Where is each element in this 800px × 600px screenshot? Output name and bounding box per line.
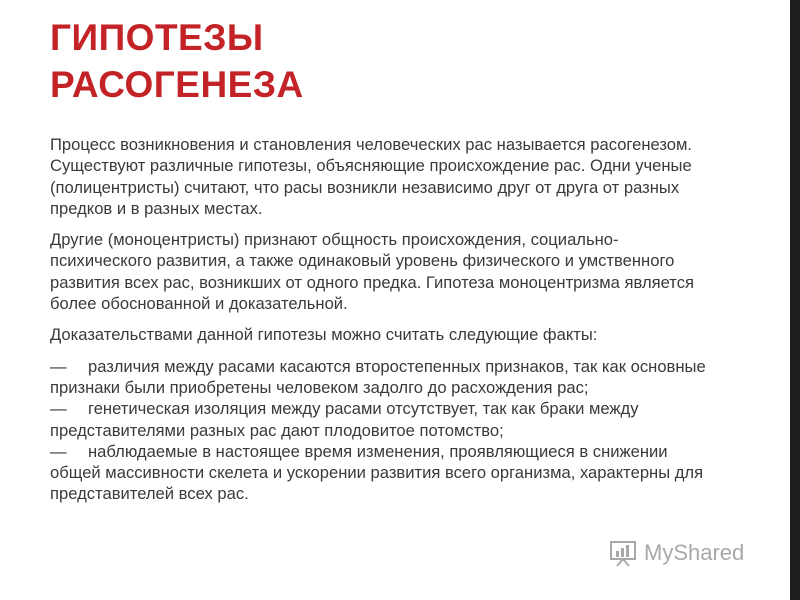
list-item-text: наблюдаемые в настоящее время изменения, проявляющиеся в снижении общей массивности скелета и ускорении развития всего организма, характерны для представителей всех рас. — [50, 441, 704, 504]
paragraph-evidence-lead: Доказательствами данной гипотезы можно считать следующие факты: — [50, 325, 598, 345]
title-line-2: РАСОГЕНЕЗА — [50, 64, 304, 105]
watermark-text: MyShared — [644, 540, 745, 565]
paragraph-monocentrism: Другие (моноцентристы) признают общность происхождения, социально-психического развития, а также одинаковый уровень физического и умственного развития всех рас, возникших от одного предка. Гипотеза моноцентризма является более обоснованной и доказательной. — [50, 230, 694, 314]
evidence-list — [50, 356, 710, 505]
presentation-board-icon — [608, 538, 638, 568]
title-line-1: ГИПОТЕЗЫ — [50, 17, 264, 58]
list-item-text: генетическая изоляция между расами отсутствует, так как браки между представителями разных рас дают плодовитое потомство; — [50, 399, 639, 440]
dash-marker: — — [50, 356, 67, 376]
list-item — [50, 441, 710, 505]
list-item — [50, 356, 710, 399]
slide-body — [50, 134, 710, 505]
dash-marker: — — [50, 399, 67, 419]
slide-title — [50, 14, 730, 108]
dash-marker: — — [50, 441, 67, 461]
right-edge-bar — [790, 0, 800, 600]
list-item — [50, 398, 710, 441]
watermark — [608, 536, 744, 570]
list-item-text: различия между расами касаются второстепенных признаков, так как основные признаки были приобретены человеком задолго до расхождения рас; — [50, 356, 706, 397]
paragraph-intro: Процесс возникновения и становления человеческих рас называется расогенезом. Существуют различные гипотезы, объясняющие происхождение рас. Одни ученые (полицентристы) считают, что расы возникли независимо друг от друга от разных предков и в разных местах. — [50, 135, 693, 218]
